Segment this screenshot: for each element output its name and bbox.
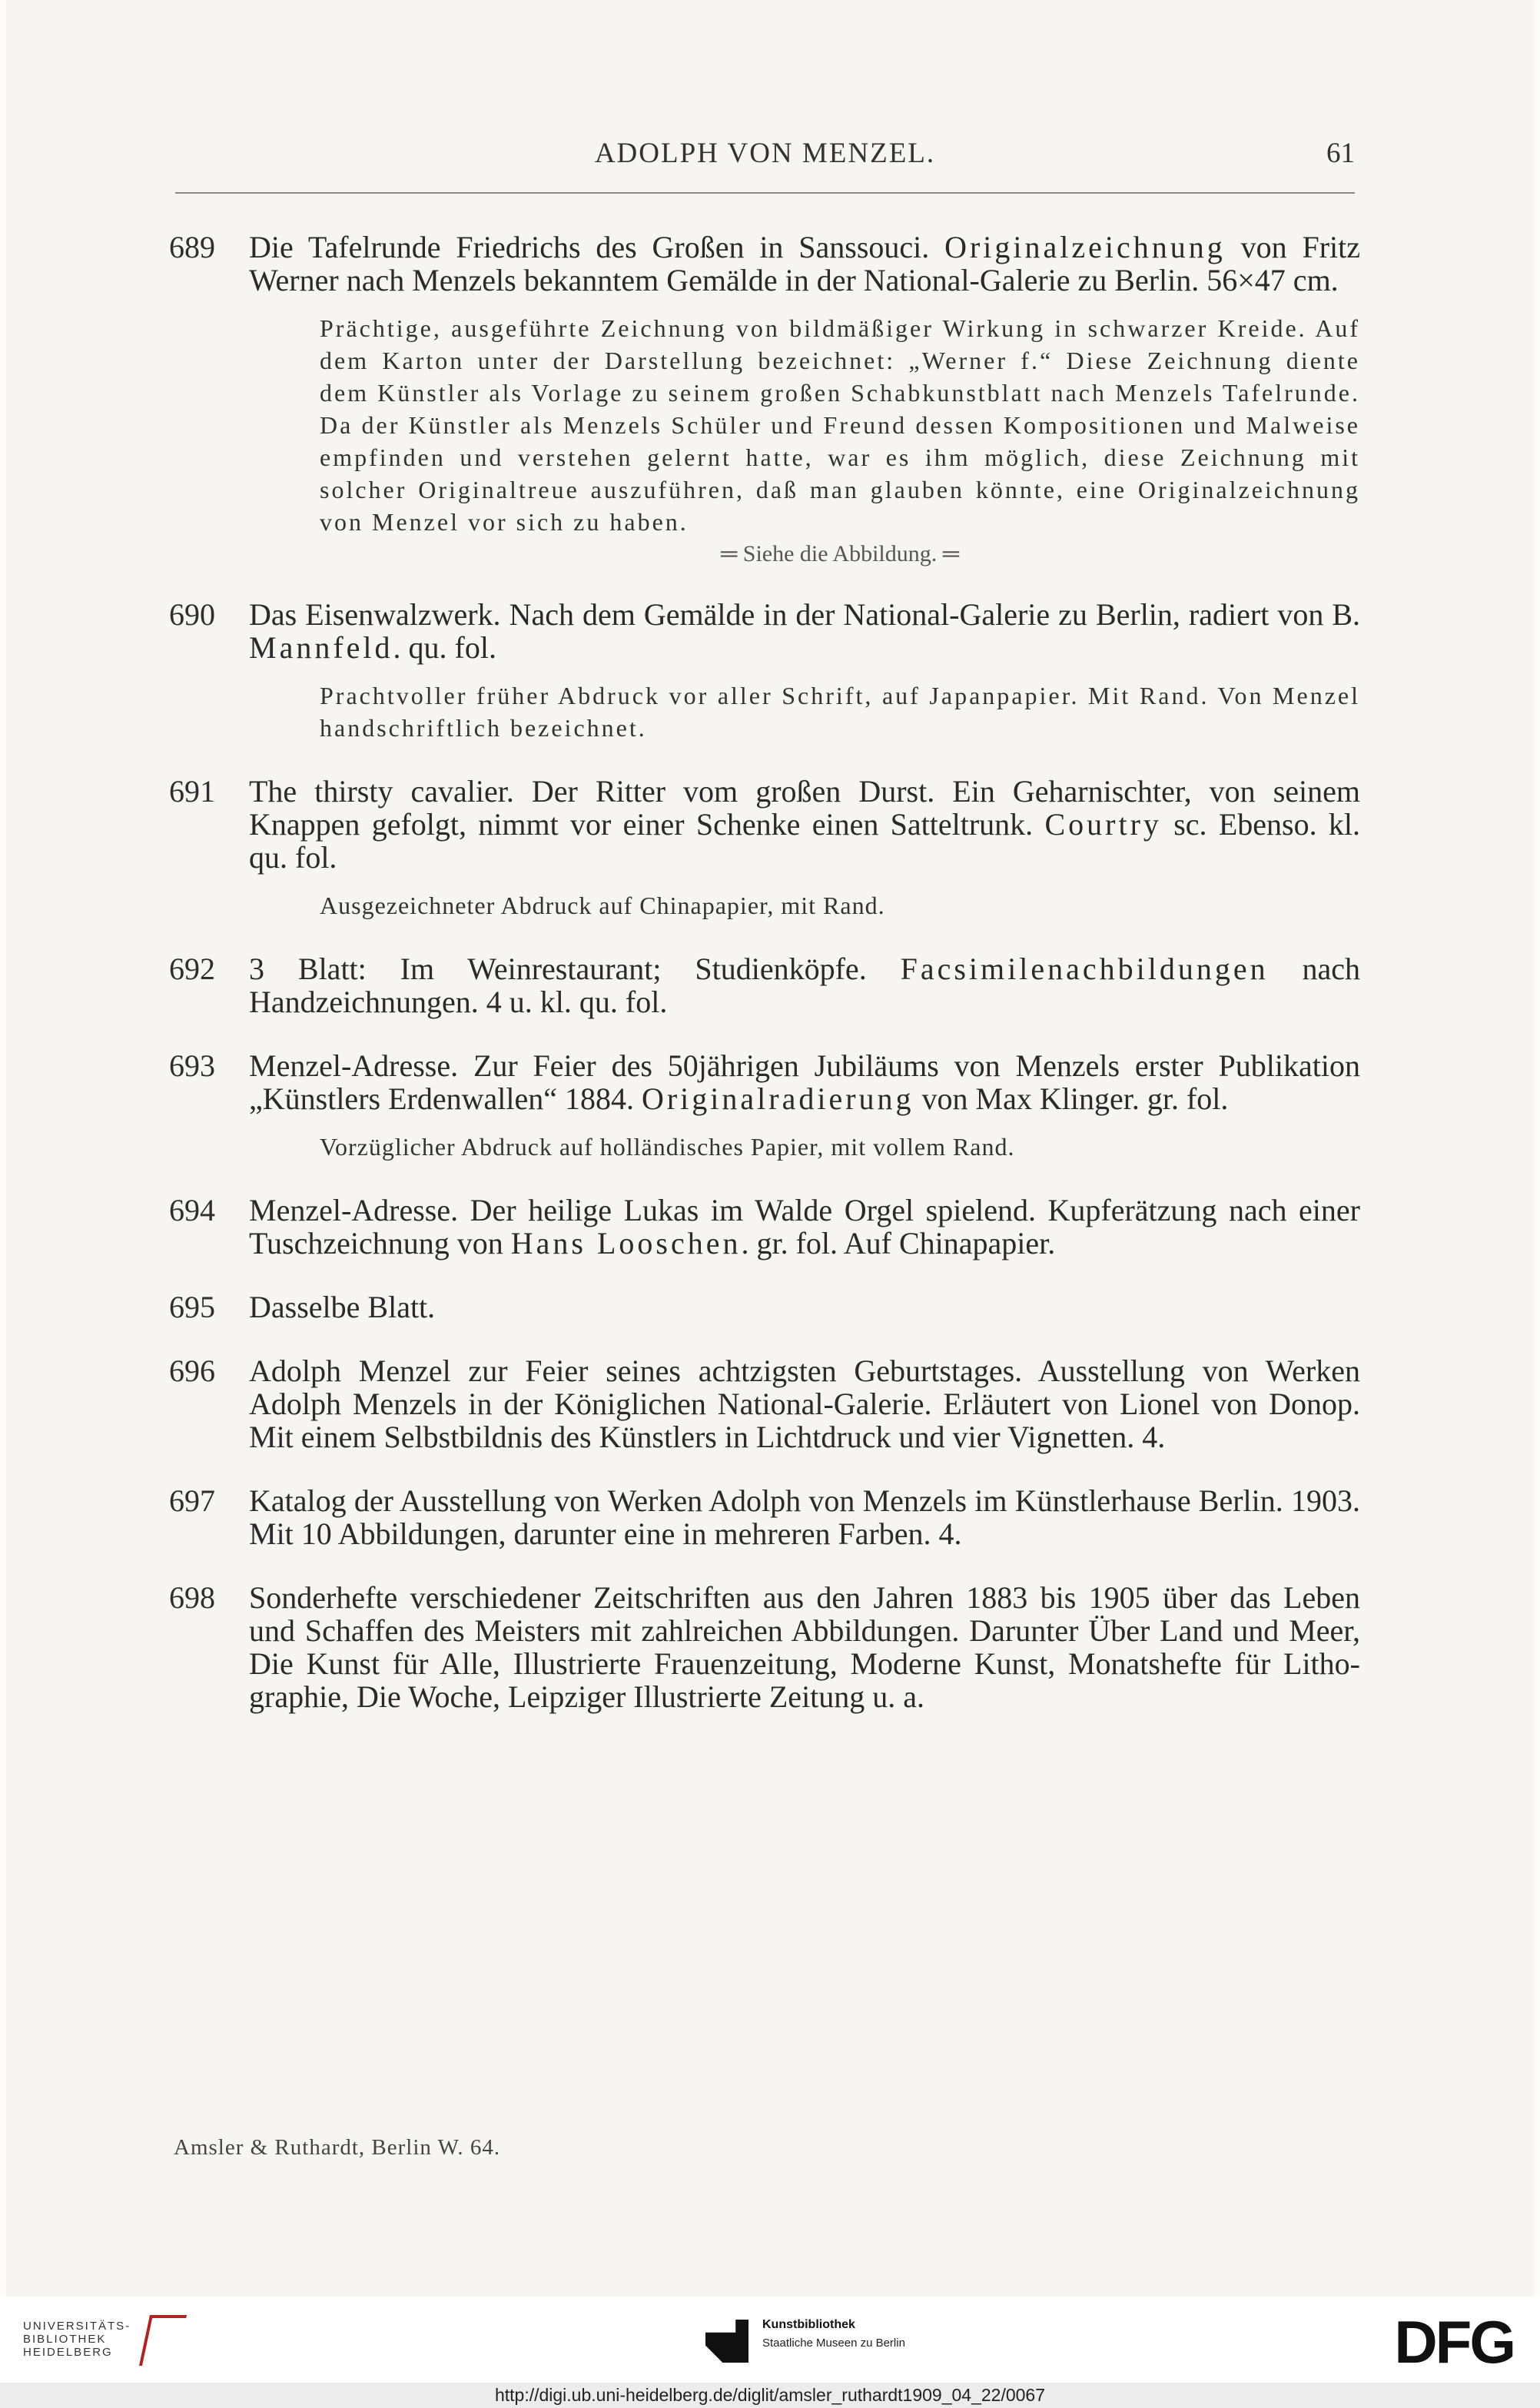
entry-text: 3 Blatt: Im Weinrestaurant; Studienköpfe. Facsimilenachbildungen nach Handzeichnungen. 4 u. kl. qu. fol. (249, 952, 1360, 1019)
printer-imprint: Amsler & Ruthardt, Berlin W. 64. (174, 2135, 501, 2160)
catalog-page (6, 0, 1534, 2297)
kunstbibliothek-icon (705, 2320, 748, 2363)
page-number: 61 (1326, 138, 1355, 169)
entry-note: Prächtige, ausgeführte Zeichnung von bildmäßiger Wirkung in schwarzer Kreide. Auf dem Karton unter der Darstellung bezeichnet: „Werner f.“ Diese Zeichnung diente dem Künstler als Vorlage zu seinem großen Schabkunstblatt nach Menzels Tafelrunde. Da der Künstler als Menzels Schüler und Freund dessen Kompositionen und Malweise empfinden und verstehen gelernt hatte, war es ihm möglich, diese Zeichnung mit solcher Originaltreue auszuführen, daß man glauben könnte, eine Originalzeichnung von Menzel vor sich zu haben. (320, 314, 1360, 536)
entry-number: 694 (169, 1193, 215, 1227)
entry-number: 695 (169, 1290, 215, 1324)
entry-number: 691 (169, 774, 215, 809)
entry-text: Adolph Menzel zur Feier seines achtzigsten Geburtstages. Ausstellung von Werken Adolph Menzels in der Königlichen National-Galerie. Erläutert von Lionel von Donop. Mit einem Selbstbildnis des Künstlers in Lichtdruck und vier Vignetten. 4. (249, 1353, 1360, 1454)
entry-text: Dasselbe Blatt. (249, 1290, 436, 1324)
catalog-entry-690 (169, 598, 1360, 744)
catalog-entry-695 (169, 1290, 1360, 1324)
entry-number: 698 (169, 1580, 215, 1615)
entries-list (169, 231, 1360, 1744)
page-title: ADOLPH VON MENZEL. (594, 138, 936, 169)
catalog-entry-691 (169, 775, 1360, 922)
entry-text: Menzel-Adresse. Der heilige Lukas im Walde Orgel spielend. Kupferätzung nach einer Tuschzeichnung von Hans Looschen. gr. fol. Auf Chinapapier. (249, 1193, 1360, 1260)
entry-note: Ausgezeichneter Abdruck auf Chinapapier, mit Rand. (320, 892, 885, 919)
header-rule (175, 192, 1355, 194)
catalog-entry-689 (169, 231, 1360, 567)
catalog-entry-692 (169, 952, 1360, 1018)
university-logo-text: UNIVERSITÄTS- BIBLIOTHEK HEIDELBERG (23, 2320, 131, 2359)
entry-text: Menzel-Adresse. Zur Feier des 50jährigen Jubiläums von Menzels erster Publikation „Künstlers Erdenwallen“ 1884. Originalradierung von Max Klinger. gr. fol. (249, 1048, 1360, 1116)
entry-number: 690 (169, 597, 215, 632)
entry-number: 697 (169, 1483, 215, 1518)
kunstbibliothek-name: Kunstbibliothek (762, 2318, 855, 2331)
catalog-entry-698 (169, 1581, 1360, 1713)
entry-number: 693 (169, 1048, 215, 1083)
university-logo-icon (139, 2315, 187, 2366)
catalog-entry-694 (169, 1194, 1360, 1260)
entry-number: 692 (169, 952, 215, 986)
entry-text: The thirsty cavalier. Der Ritter vom großen Durst. Ein Geharnischter, von seinem Knappen gefolgt, nimmt vor einer Schenke einen Satteltrunk. Courtry sc. Ebenso. kl. qu. fol. (249, 774, 1360, 875)
university-library-logo[interactable] (23, 2320, 131, 2359)
digitization-footer (0, 2297, 1540, 2383)
entry-note: Vorzüglicher Abdruck auf holländisches Papier, mit vollem Rand. (320, 1133, 1015, 1161)
entry-text: Die Tafelrunde Friedrichs des Großen in Sanssouci. Originalzeichnung von Fritz Werner nach Menzels bekanntem Gemälde in der National-Galerie zu Berlin. 56×47 cm. (249, 230, 1360, 297)
entry-number: 696 (169, 1353, 215, 1388)
catalog-entry-693 (169, 1049, 1360, 1163)
source-url[interactable]: http://digi.ub.uni-heidelberg.de/diglit/amsler_ruthardt1909_04_22/0067 (0, 2383, 1540, 2408)
entry-number: 689 (169, 230, 215, 264)
running-head (175, 137, 1355, 183)
entry-text: Katalog der Ausstellung von Werken Adolph von Menzels im Künstlerhause Berlin. 1903. Mit 10 Abbildungen, darunter eine in mehreren Farben. 4. (249, 1483, 1360, 1551)
dfg-logo[interactable]: DFG (1394, 2308, 1514, 2376)
entry-text: Das Eisenwalzwerk. Nach dem Gemälde in der National-Galerie zu Berlin, radiert von B. Mannfeld. qu. fol. (249, 597, 1360, 665)
catalog-entry-696 (169, 1354, 1360, 1453)
entry-text: Sonderhefte verschiedener Zeitschriften aus den Jahren 1883 bis 1905 über das Leben und Schaffen des Meisters mit zahlreichen Abbildungen. Darunter Über Land und Meer, Die Kunst für Alle, Illustrierte Frauenzeitung, Moderne Kunst, Monatshefte für Lithographie, Die Woche, Leipziger Illustrierte Zeitung u. a. (249, 1580, 1360, 1714)
catalog-entry-697 (169, 1484, 1360, 1550)
see-illustration: ═ Siehe die Abbildung. ═ (721, 541, 959, 566)
entry-note: Prachtvoller früher Abdruck vor aller Schrift, auf Japanpapier. Mit Rand. Von Menzel handschriftlich bezeichnet. (320, 682, 1360, 742)
kunstbibliothek-subtitle: Staatliche Museen zu Berlin (762, 2337, 905, 2350)
